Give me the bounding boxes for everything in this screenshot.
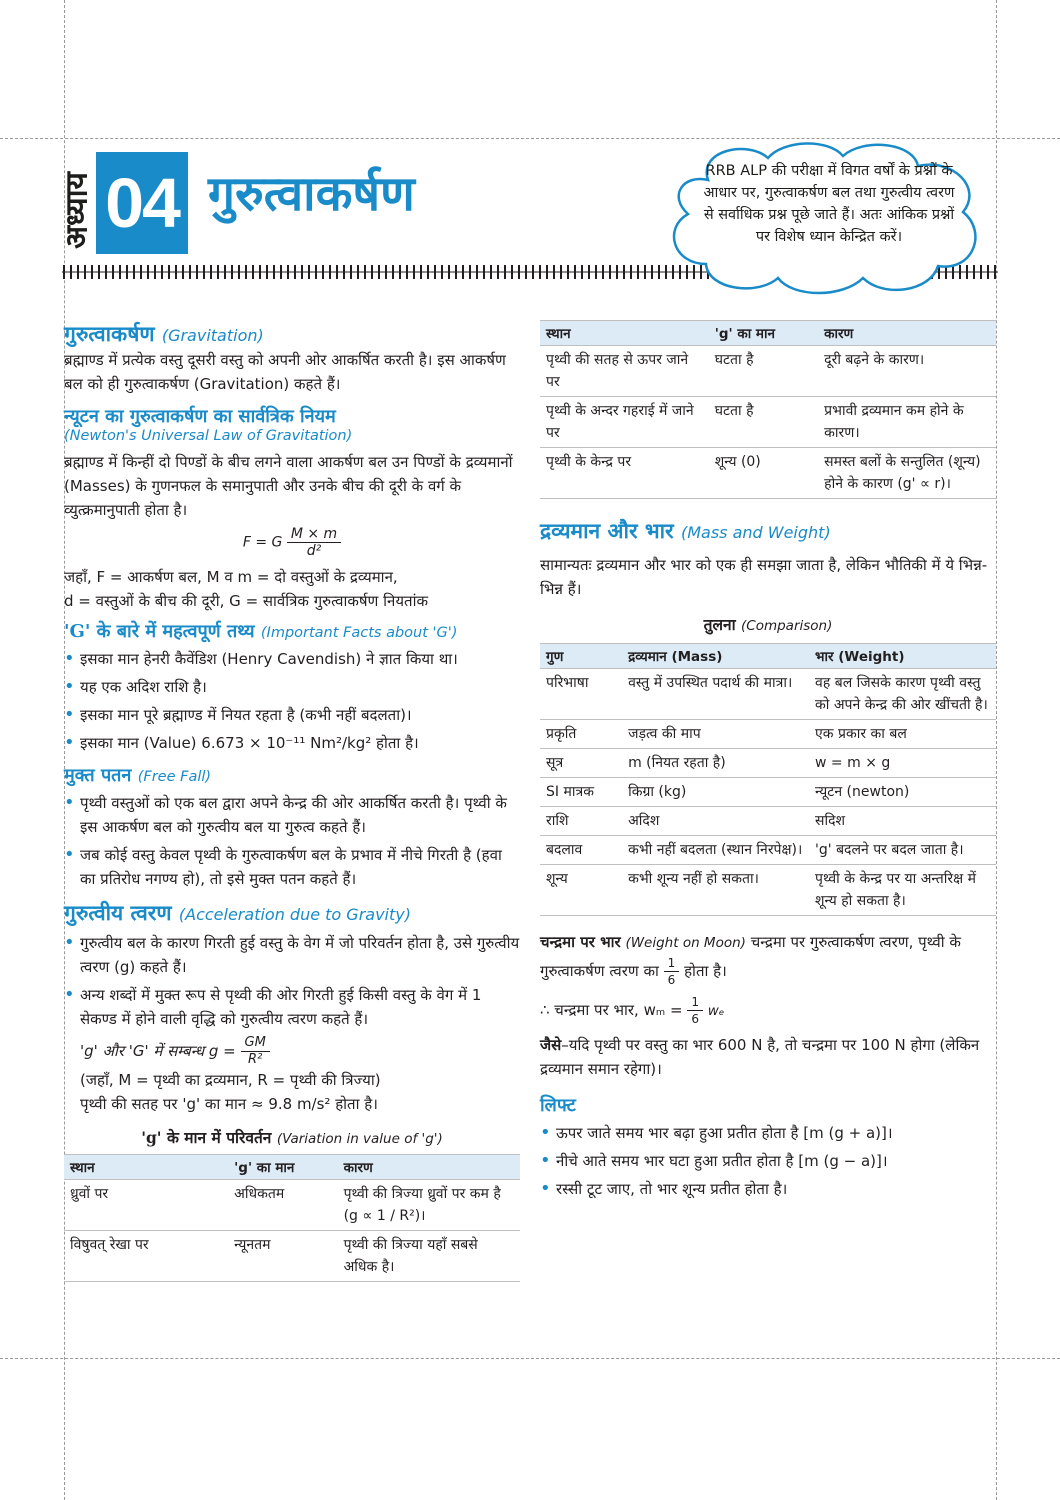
- table-cell: विषुवत् रेखा पर: [64, 1231, 228, 1282]
- list-item: • जब कोई वस्तु केवल पृथ्वी के गुरुत्वाकर्षण बल के प्रभाव में नीचे गिरती है (हवा का प्रतिरोध नगण्य हो), तो इसे मुक्त पतन कहते हैं।: [64, 843, 520, 891]
- table-cell: कभी नहीं बदलता (स्थान निरपेक्ष)।: [622, 836, 809, 865]
- comparison-table: [540, 643, 996, 916]
- cloud-note-text: RRB ALP की परीक्षा में विगत वर्षों के प्रश्नों के आधार पर, गुरुत्वाकर्षण बल तथा गुरुत्वीय त्वरण से सर्वाधिक प्रश्न पूछे जाते हैं। अतः आंकिक प्रश्नों पर विशेष ध्यान केन्द्रित करें।: [703, 163, 955, 245]
- list-item: • अन्य शब्दों में मुक्त रूप से पृथ्वी की ओर गिरती हुई किसी वस्तु के वेग में 1 सेकण्ड में होने वाली वृद्धि को गुरुत्वीय त्वरण कहते हैं।: [64, 983, 520, 1031]
- table-cell: अदिश: [622, 807, 809, 836]
- table-cell: परिभाषा: [540, 669, 622, 720]
- chapter-number: 04: [96, 152, 188, 254]
- table-row: [540, 346, 996, 397]
- table-cell: दूरी बढ़ने के कारण।: [818, 346, 996, 397]
- column-header: भार (Weight): [809, 644, 996, 669]
- table-cell: वह बल जिसके कारण पृथ्वी वस्तु को अपने केन्द्र की ओर खींचती है।: [809, 669, 996, 720]
- table-cell: किग्रा (kg): [622, 778, 809, 807]
- list-item: • यह एक अदिश राशि है।: [64, 675, 520, 699]
- lift-heading: लिफ्ट: [540, 1095, 576, 1116]
- column-header: कारण: [818, 321, 996, 346]
- table-cell: SI मात्रक: [540, 778, 622, 807]
- newton-heading: न्यूटन का गुरुत्वाकर्षण का सार्वत्रिक नियम: [64, 406, 336, 427]
- table-cell: पृथ्वी के केन्द्र पर या अन्तरिक्ष में शून्य हो सकता है।: [809, 865, 996, 916]
- acceleration-list: [64, 931, 520, 1031]
- newton-formula: F = G $\frac{M \times m}{\text{d²}}$: [64, 526, 520, 559]
- table-cell: सूत्र: [540, 749, 622, 778]
- table-cell: पृथ्वी की सतह से ऊपर जाने पर: [540, 346, 709, 397]
- table-row: [540, 778, 996, 807]
- column-header: कारण: [338, 1155, 520, 1180]
- table-cell: पृथ्वी के केन्द्र पर: [540, 448, 709, 499]
- facts-list: [64, 647, 520, 755]
- table-cell: सदिश: [809, 807, 996, 836]
- table-cell: अधिकतम: [228, 1180, 337, 1231]
- list-item: • ऊपर जाते समय भार बढ़ा हुआ प्रतीत होता है [m (g + a)]।: [540, 1121, 996, 1145]
- freefall-list: [64, 791, 520, 891]
- list-item: • गुरुत्वीय बल के कारण गिरती हुई वस्तु के वेग में जो परिवर्तन होता है, उसे गुरुत्वीय त्वरण (g) कहते हैं।: [64, 931, 520, 979]
- lift-list: [540, 1121, 996, 1201]
- newton-heading-en: (Newton's Universal Law of Gravitation): [64, 428, 353, 444]
- table-row: [64, 1180, 520, 1231]
- g-relation: 'g' और 'G' में सम्बन्ध g = $\frac{GM}{\text{R²}}$: [64, 1035, 520, 1068]
- list-item: • पृथ्वी वस्तुओं को एक बल द्वारा अपने केन्द्र की ओर आकर्षित करती है। पृथ्वी के इस आकर्षण बल को गुरुत्वीय बल या गुरुत्व कहते हैं।: [64, 791, 520, 839]
- variation-table-right: [540, 320, 996, 499]
- mass-weight-text: सामान्यतः द्रव्यमान और भार को एक ही समझा जाता है, लेकिन भौतिकी में ये भिन्न-भिन्न हैं।: [540, 556, 988, 598]
- table-row: [540, 865, 996, 916]
- column-header: 'g' का मान: [228, 1155, 337, 1180]
- table-cell: न्यूटन (newton): [809, 778, 996, 807]
- facts-heading: 'G' के बारे में महत्वपूर्ण तथ्य (Important Facts about 'G'): [64, 621, 458, 642]
- g-relation-where: (जहाँ, M = पृथ्वी का द्रव्यमान, R = पृथ्वी की त्रिज्या): [80, 1071, 381, 1089]
- table-cell: पृथ्वी की त्रिज्या ध्रुवों पर कम है (g ∝ 1 / R²)।: [338, 1180, 520, 1231]
- table-cell: घटता है: [709, 346, 818, 397]
- acceleration-heading: गुरुत्वीय त्वरण (Acceleration due to Gravity): [64, 900, 411, 925]
- chapter-side-label: अध्याय: [59, 172, 95, 249]
- table-cell: वस्तु में उपस्थित पदार्थ की मात्रा।: [622, 669, 809, 720]
- column-header: 'g' का मान: [709, 321, 818, 346]
- table-cell: समस्त बलों के सन्तुलित (शून्य) होने के कारण (g' ∝ r)।: [818, 448, 996, 499]
- chapter-title: गुरुत्वाकर्षण: [208, 166, 415, 222]
- column-header: द्रव्यमान (Mass): [622, 644, 809, 669]
- variation-heading: 'g' के मान में परिवर्तन (Variation in value of 'g'): [141, 1128, 443, 1147]
- table-row: [540, 669, 996, 720]
- table-cell: 'g' बदलने पर बदल जाता है।: [809, 836, 996, 865]
- newton-where-1: जहाँ, F = आकर्षण बल, M व m = दो वस्तुओं के द्रव्यमान,: [64, 568, 398, 586]
- right-column: [540, 320, 996, 1205]
- comparison-heading: तुलना (Comparison): [703, 615, 833, 634]
- g-surface-value: पृथ्वी की सतह पर 'g' का मान ≈ 9.8 m/s² होता है।: [80, 1095, 378, 1113]
- table-cell: प्रकृति: [540, 720, 622, 749]
- list-item: • इसका मान (Value) 6.673 × 10⁻¹¹ Nm²/kg² होता है।: [64, 731, 520, 755]
- table-cell: एक प्रकार का बल: [809, 720, 996, 749]
- table-cell: जड़त्व की माप: [622, 720, 809, 749]
- variation-table-left: [64, 1154, 520, 1282]
- moon-example: जैसे–यदि पृथ्वी पर वस्तु का भार 600 N है, तो चन्द्रमा पर 100 N होगा (लेकिन द्रव्यमान समान रहेगा)।: [540, 1036, 980, 1078]
- table-row: [540, 448, 996, 499]
- table-cell: m (नियत रहता है): [622, 749, 809, 778]
- list-item: • नीचे आते समय भार घटा हुआ प्रतीत होता है [m (g − a)]।: [540, 1149, 996, 1173]
- table-cell: w = m × g: [809, 749, 996, 778]
- trim-line-bottom: [0, 1358, 1060, 1359]
- moon-formula: ∴ चन्द्रमा पर भार, wₘ = $\frac{1}{6}$ wₑ: [540, 995, 725, 1026]
- mass-weight-heading: द्रव्यमान और भार (Mass and Weight): [540, 518, 831, 543]
- table-row: [540, 836, 996, 865]
- newton-where-2: d = वस्तुओं के बीच की दूरी, G = सार्वत्रिक गुरुत्वाकर्षण नियतांक: [64, 592, 429, 610]
- gravitation-heading: गुरुत्वाकर्षण (Gravitation): [64, 321, 264, 346]
- table-cell: पृथ्वी के अन्दर गहराई में जाने पर: [540, 397, 709, 448]
- table-cell: न्यूनतम: [228, 1231, 337, 1282]
- freefall-heading: मुक्त पतन (Free Fall): [64, 765, 212, 786]
- table-row: [540, 807, 996, 836]
- table-row: [540, 397, 996, 448]
- table-row: [540, 749, 996, 778]
- table-cell: बदलाव: [540, 836, 622, 865]
- table-row: [64, 1231, 520, 1282]
- list-item: • इसका मान पूरे ब्रह्माण्ड में नियत रहता है (कभी नहीं बदलता)।: [64, 703, 520, 727]
- table-cell: घटता है: [709, 397, 818, 448]
- left-column: [64, 320, 520, 1282]
- table-cell: शून्य (0): [709, 448, 818, 499]
- trim-line-right: [996, 0, 997, 1500]
- table-row: [540, 720, 996, 749]
- table-cell: कभी शून्य नहीं हो सकता।: [622, 865, 809, 916]
- table-cell: राशि: [540, 807, 622, 836]
- gravitation-text: ब्रह्माण्ड में प्रत्येक वस्तु दूसरी वस्तु को अपनी ओर आकर्षित करती है। इस आकर्षण बल को ही गुरुत्वाकर्षण (Gravitation) कहते हैं।: [64, 351, 506, 393]
- table-cell: पृथ्वी की त्रिज्या यहाँ सबसे अधिक है।: [338, 1231, 520, 1282]
- table-cell: शून्य: [540, 865, 622, 916]
- trim-line-top: [0, 138, 1060, 139]
- newton-text: ब्रह्माण्ड में किन्हीं दो पिण्डों के बीच लगने वाला आकर्षण बल उन पिण्डों के द्रव्यमानों (Masses) के गुणनफल के समानुपाती और उनके बीच की दूरी के वर्ग के व्युत्क्रमानुपाती होता है।: [64, 453, 513, 519]
- moon-text: चन्द्रमा पर भार (Weight on Moon) चन्द्रमा पर गुरुत्वाकर्षण त्वरण, पृथ्वी के गुरुत्वाकर्षण त्वरण का $\frac{1}{6}$ होता है।: [540, 933, 961, 987]
- list-item: • रस्सी टूट जाए, तो भार शून्य प्रतीत होता है।: [540, 1177, 996, 1201]
- column-header: गुण: [540, 644, 622, 669]
- column-header: स्थान: [540, 321, 709, 346]
- column-header: स्थान: [64, 1155, 228, 1180]
- table-cell: ध्रुवों पर: [64, 1180, 228, 1231]
- table-cell: प्रभावी द्रव्यमान कम होने के कारण।: [818, 397, 996, 448]
- list-item: • इसका मान हेनरी कैवेंडिश (Henry Cavendish) ने ज्ञात किया था।: [64, 647, 520, 671]
